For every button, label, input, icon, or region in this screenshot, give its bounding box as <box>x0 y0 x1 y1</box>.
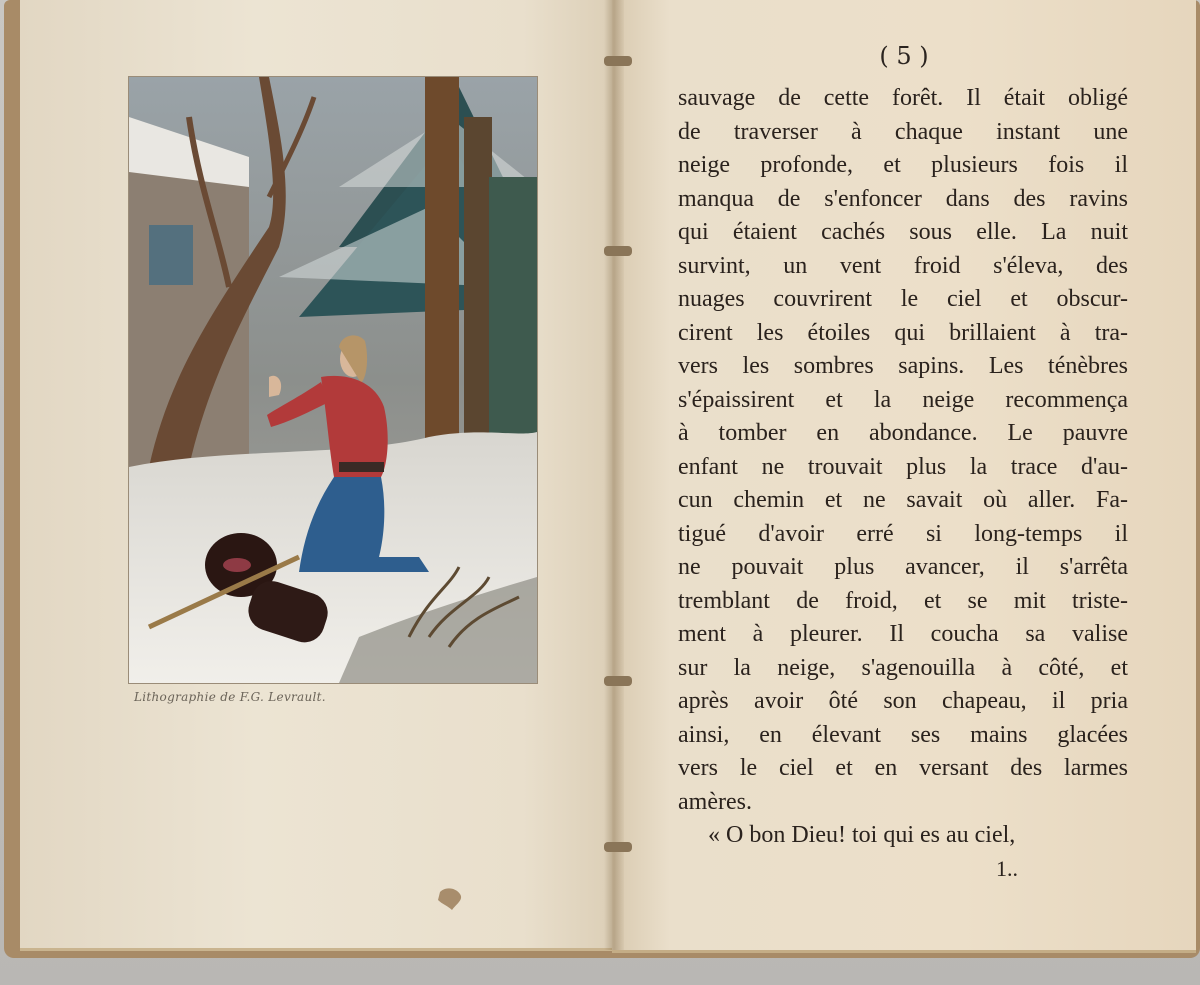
text-line: après avoir ôté son chapeau, il pria <box>678 688 1128 714</box>
kneeling-boy-illustration <box>129 77 537 683</box>
quote-line: « O bon Dieu! toi qui es au ciel, <box>708 822 1016 848</box>
binding-stitch <box>604 246 632 256</box>
text-line: ainsi, en élevant ses mains glacées <box>678 721 1128 748</box>
text-line: nuages couvrirent le ciel et obscur- <box>678 286 1128 312</box>
text-line: vers les sombres sapins. Les ténèbres <box>678 353 1128 379</box>
illustration-plate <box>128 76 538 684</box>
paper-stain <box>434 884 468 914</box>
text-line: sauvage de cette forêt. Il était obligé <box>678 85 1128 111</box>
text-line: s'épaissirent et la neige recommença <box>678 386 1128 413</box>
binding-stitch <box>604 842 632 852</box>
signature-mark: 1.. <box>996 856 1018 881</box>
text-line: ne pouvait plus avancer, il s'arrêta <box>678 554 1128 580</box>
text-line: enfant ne trouvait plus la trace d'au- <box>678 453 1128 480</box>
text-line: à tomber en abondance. Le pauvre <box>678 420 1128 446</box>
text-line: sur la neige, s'agenouilla à côté, et <box>678 654 1128 681</box>
plate-caption: Lithographie de F.G. Levrault. <box>134 690 326 704</box>
body-text <box>678 82 1128 853</box>
text-line: manqua de s'enfoncer dans des ravins <box>678 185 1128 212</box>
text-line: vers le ciel et en versant des larmes <box>678 755 1128 781</box>
text-line: ment à pleurer. Il coucha sa valise <box>678 621 1128 647</box>
text-line: de traverser à chaque instant une <box>678 118 1128 145</box>
text-line: cun chemin et ne savait où aller. Fa- <box>678 487 1128 513</box>
text-line: tremblant de froid, et se mit triste- <box>678 587 1128 614</box>
book-gutter <box>604 0 624 950</box>
text-line: amères. <box>678 788 752 815</box>
binding-stitch <box>604 676 632 686</box>
text-line: neige profonde, et plusieurs fois il <box>678 152 1128 178</box>
text-line: cirent les étoiles qui brillaient à tra- <box>678 319 1128 346</box>
text-line: survint, un vent froid s'éleva, des <box>678 252 1128 279</box>
text-line: tigué d'avoir erré si long-temps il <box>678 520 1128 547</box>
text-line: qui étaient cachés sous elle. La nuit <box>678 219 1128 245</box>
page-number: ( 5 ) <box>879 42 929 70</box>
